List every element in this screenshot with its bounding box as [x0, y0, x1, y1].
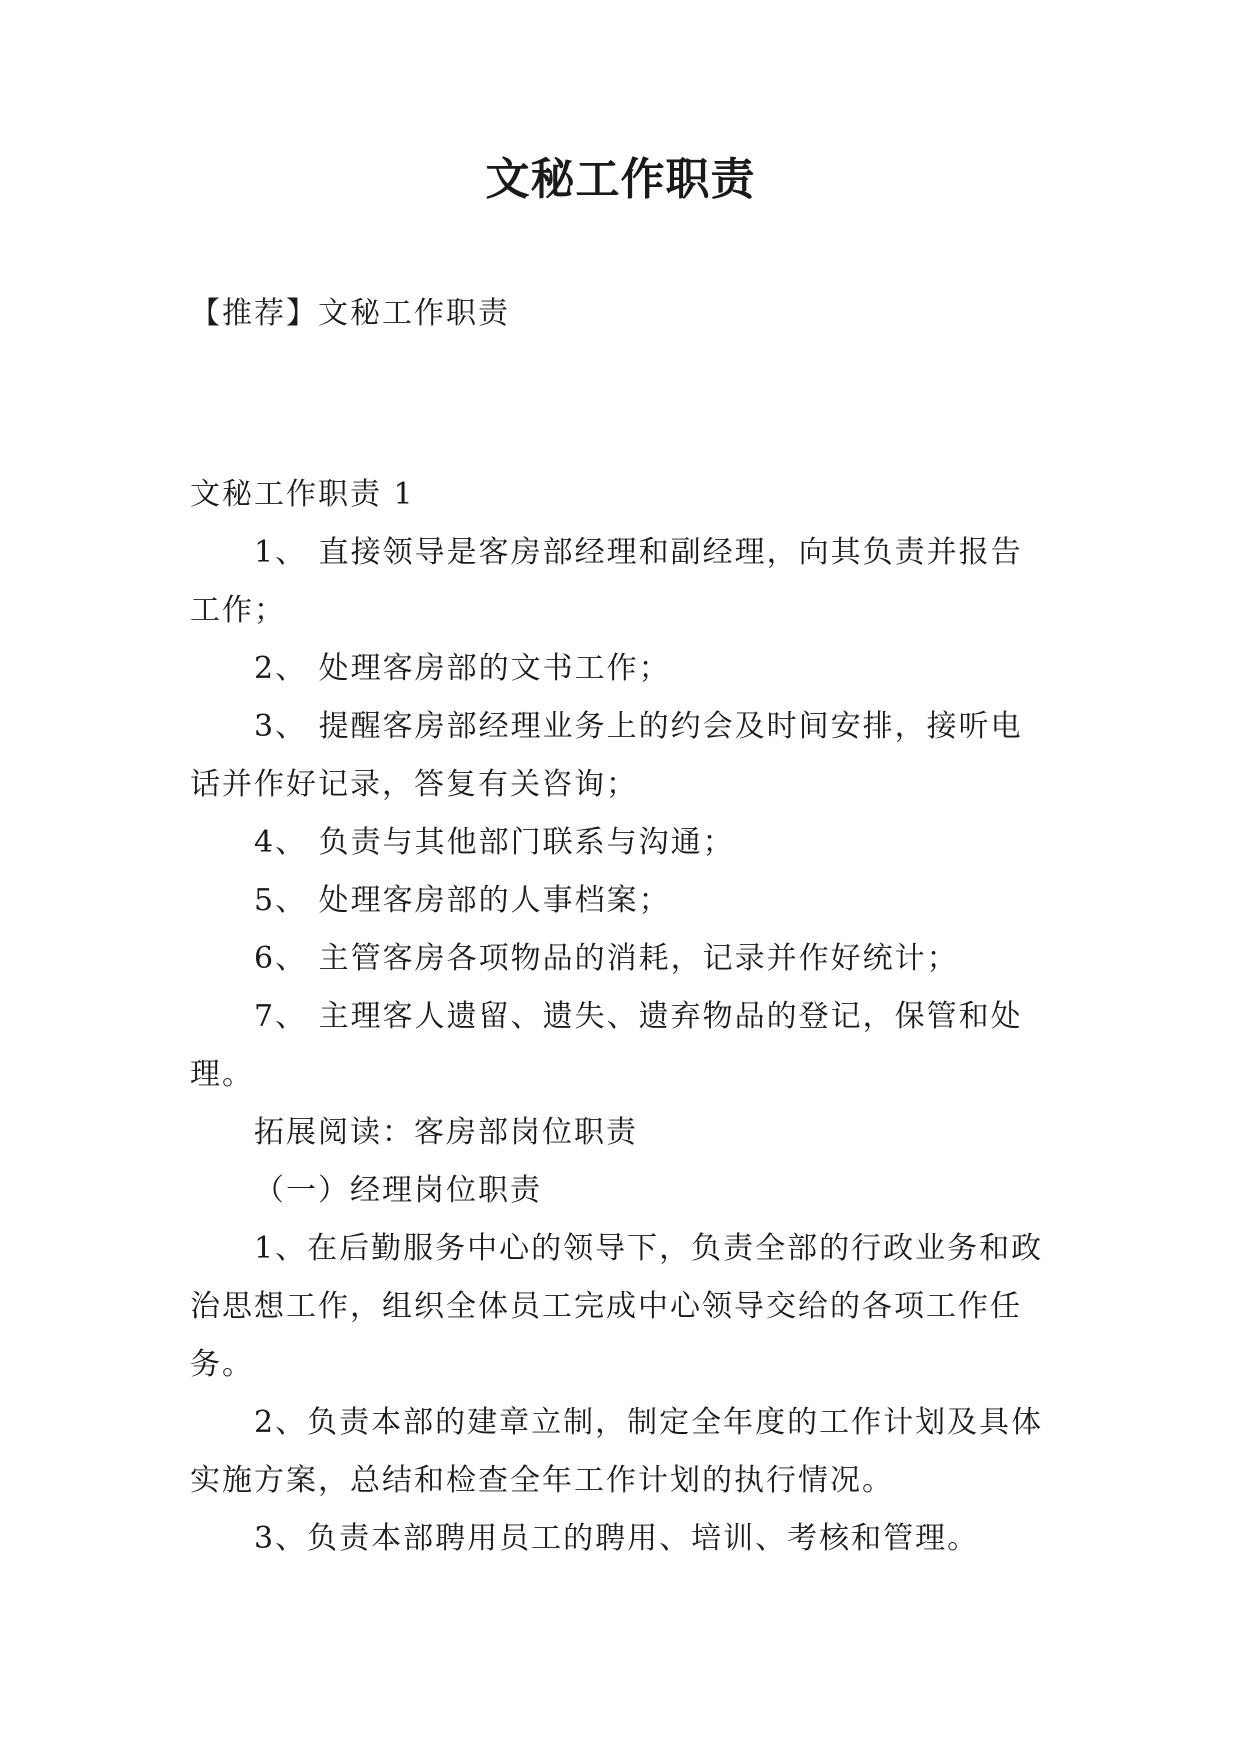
paragraph: 3、 提醒客房部经理业务上的约会及时间安排，接听电话并作好记录，答复有关咨询； — [190, 709, 1023, 802]
document-subtitle: 【推荐】文秘工作职责 — [190, 296, 510, 331]
extended-reading-heading: 拓展阅读：客房部岗位职责 — [254, 1115, 638, 1150]
document-body — [190, 466, 1050, 1568]
paragraph: 4、 负责与其他部门联系与沟通； — [254, 825, 735, 860]
document-title: 文秘工作职责 — [485, 154, 756, 205]
paragraph: 2、 处理客房部的文书工作； — [254, 651, 671, 686]
paragraph: 1、在后勤服务中心的领导下，负责全部的行政业务和政治思想工作，组织全体员工完成中心领导交给的各项工作任务。 — [190, 1231, 1044, 1382]
subsection-heading: （一）经理岗位职责 — [254, 1173, 542, 1208]
paragraph: 3、负责本部聘用员工的聘用、培训、考核和管理。 — [254, 1521, 980, 1556]
paragraph: 2、负责本部的建章立制，制定全年度的工作计划及具体实施方案，总结和检查全年工作计划的执行情况。 — [190, 1405, 1044, 1498]
paragraph: 7、 主理客人遗留、遗失、遗弃物品的登记，保管和处理。 — [190, 999, 1023, 1092]
section-heading: 文秘工作职责 1 — [190, 477, 415, 512]
paragraph: 5、 处理客房部的人事档案； — [254, 883, 671, 918]
paragraph: 6、 主管客房各项物品的消耗，记录并作好统计； — [254, 941, 959, 976]
paragraph: 1、 直接领导是客房部经理和副经理，向其负责并报告工作； — [190, 535, 1023, 628]
